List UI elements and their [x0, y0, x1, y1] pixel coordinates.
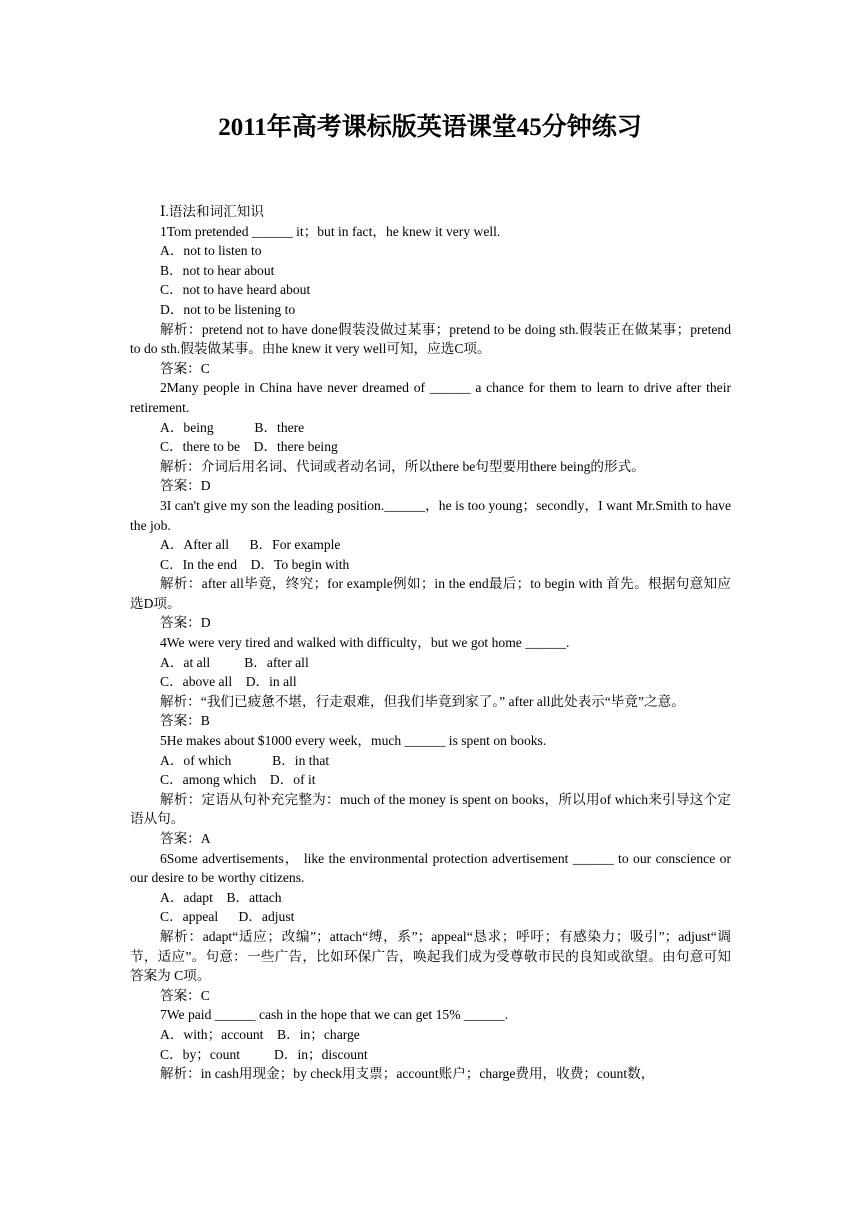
question-stem: 5He makes about $1000 every week，much ______ is spent on books.: [160, 733, 547, 749]
question-answer: 答案：C: [160, 987, 210, 1003]
question-answer: 答案：D: [160, 615, 211, 631]
question-option: A．being B．there: [160, 419, 305, 435]
question-analysis: 解析：after all毕竟，终究；for example例如；in the end最后；to begin with 首先。根据句意知应选D项。: [130, 576, 731, 611]
question-block: [130, 849, 731, 1006]
question-option: C．among which D．of it: [160, 772, 316, 788]
question-option: A．adapt B．attach: [160, 889, 282, 905]
question-block: [130, 222, 731, 379]
question-analysis: 解析：adapt“适应；改编”；attach“缚，系”；appeal“恳求；呼吁；有感染力；吸引”；adjust“调节，适应”。句意：一些广告，比如环保广告，唤起我们成为受尊敬市民的良知或欲望。由句意可知答案为 C项。: [130, 928, 731, 984]
question-block: [130, 378, 731, 496]
question-option: A．not to listen to: [160, 243, 262, 259]
question-stem: 6Some advertisements， like the environmental protection advertisement ______ to our conscience or our desire to be worthy citizens.: [130, 850, 731, 886]
question-block: [130, 496, 731, 633]
question-option: C．appeal D．adjust: [160, 909, 295, 925]
question-answer: 答案：A: [160, 831, 211, 846]
question-answer: 答案：B: [160, 713, 210, 729]
question-block: [130, 1005, 731, 1083]
section-heading: Ⅰ.语法和词汇知识: [160, 204, 264, 219]
question-option: A．with；account B．in；charge: [160, 1026, 360, 1042]
question-analysis: 解析：“我们已疲惫不堪，行走艰难，但我们毕竟到家了。” after all此处表示“毕竟”之意。: [160, 693, 685, 709]
question-option: C．not to have heard about: [160, 282, 311, 298]
question-answer: 答案：D: [160, 478, 211, 494]
question-analysis: 解析：介词后用名词、代词或者动名词，所以there be句型要用there being的形式。: [160, 458, 645, 474]
question-option: C．In the end D．To begin with: [160, 556, 350, 572]
question-analysis: 解析：定语从句补充完整为：much of the money is spent on books，所以用of which来引导这个定语从句。: [130, 791, 731, 827]
question-option: C．there to be D．there being: [160, 439, 338, 455]
question-block: [130, 633, 731, 731]
question-option: A．of which B．in that: [160, 752, 330, 768]
question-option: D．not to be listening to: [160, 301, 296, 317]
question-stem: 1Tom pretended ______ it；but in fact，he knew it very well.: [160, 223, 501, 239]
question-answer: 答案：C: [160, 360, 210, 376]
question-option: A．After all B．For example: [160, 537, 341, 553]
question-option: B．not to hear about: [160, 262, 275, 278]
document-content: [130, 202, 731, 1084]
document-title: 2011年高考课标版英语课堂45分钟练习: [218, 114, 642, 141]
question-analysis: 解析：pretend not to have done假装没做过某事；pretend to be doing sth.假装正在做某事；pretend to do sth.假装做某事。由he knew it very well可知，应选C项。: [130, 321, 731, 357]
question-stem: 2Many people in China have never dreamed of ______ a chance for them to learn to drive after their retirement.: [130, 380, 731, 415]
question-option: C．above all D．in all: [160, 674, 297, 690]
question-option: A．at all B．after all: [160, 654, 309, 670]
question-stem: 4We were very tired and walked with difficulty，but we got home ______.: [160, 635, 570, 651]
question-analysis: 解析：in cash用现金；by check用支票；account账户；charge费用，收费；count数，: [160, 1066, 655, 1082]
question-stem: 3I can't give my son the leading position.______，he is too young；secondly，I want Mr.Smith to have the job.: [130, 497, 731, 533]
question-option: C．by；count D．in；discount: [160, 1046, 368, 1062]
question-stem: 7We paid ______ cash in the hope that we can get 15% ______.: [160, 1007, 509, 1023]
question-block: [130, 731, 731, 849]
